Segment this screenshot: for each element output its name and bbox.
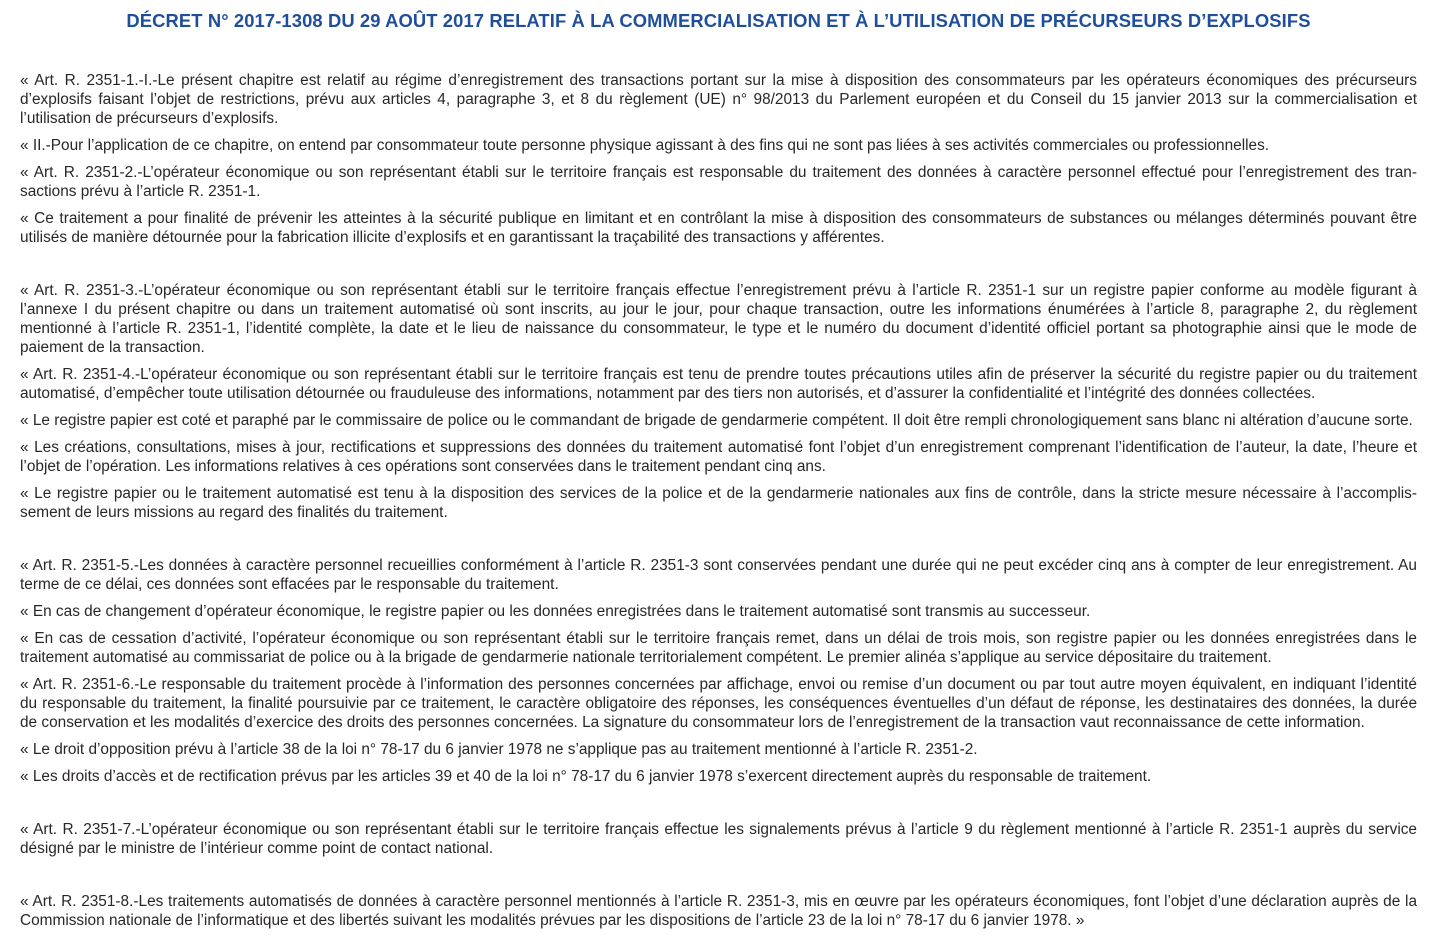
paragraph-art-2351-6-rights: « Les droits d’accès et de rectification prévus par les articles 39 et 40 de la loi n° 78-17 du 6 janvier 1978 s’exercent directement auprès du responsable de traitement. [20, 768, 1152, 785]
paragraph-art-2351-4: « Art. R. 2351-4.-L’opérateur économique ou son représentant établi sur le territoire français est tenu de prendre toutes précautions utiles afin de préserver la sécurité du registre papier ou du traitement automatisé, d’empêcher toute utilisation détournée ou frauduleuse des informations, notamment par des tiers non autorisés, et d’assurer la confidentialité et l’intégrité des données collectées. [20, 366, 1417, 402]
page-title: DÉCRET N° 2017-1308 DU 29 AOÛT 2017 RELATIF À LA COMMERCIALISATION ET À L’UTILISATION DE PRÉCURSEURS D’EXPLOSIFS [126, 10, 1311, 31]
paragraph-art-2351-5-successor: « En cas de changement d’opérateur économique, le registre papier ou les données enregistrées dans le traitement automatisé sont transmis au successeur. [20, 603, 1091, 620]
paragraph-art-2351-6: « Art. R. 2351-6.-Le responsable du traitement procède à l’information des personnes concernées par affichage, envoi ou remise d’un document ou par tout autre moyen équivalent, en indiquant l’identité du responsable du traitement, la finalité poursuivie par ce traitement, le caractère obligatoire des réponses, les conséquences éventuelles d’un défaut de réponse, les destinataires des données, la durée de conservation et les modalités d’exercice des droits des personnes concernées. La signature du consommateur lors de l’enregistrement de la transaction vaut reconnaissance de cette information. [20, 676, 1417, 731]
paragraph-art-2351-1-i: « Art. R. 2351-1.-I.-Le présent chapitre est relatif au régime d’enregistrement des transactions portant sur la mise à disposition des consommateurs par les opérateurs économiques des précurseurs d’explosifs faisant l’objet de restrictions, prévu aux articles 4, paragraphe 3, et 8 du règlement (UE) n° 98/2013 du Parlement européen et du Conseil du 15 janvier 2013 sur la commercialisation et l’utilisation de précurseurs d’explosifs. [20, 72, 1417, 127]
paragraph-art-2351-5: « Art. R. 2351-5.-Les données à caractère personnel recueillies conformément à l’article R. 2351-3 sont conservées pendant une durée qui ne peut excéder cinq ans à compter de leur enregistrement. Au terme de ce délai, ces données sont effacées par le responsable du traitement. [20, 557, 1417, 593]
paragraph-art-2351-8: « Art. R. 2351-8.-Les traitements automatisés de données à caractère personnel mentionnés à l’article R. 2351-3, mis en œuvre par les opérateurs économiques, font l’objet d’une déclaration auprès de la Commission nationale de l’informatique et des libertés suivant les modalités prévues par les dispositions de l’article 23 de la loi n° 78-17 du 6 janvier 1978. » [20, 893, 1417, 929]
paragraph-art-2351-1-ii: « II.-Pour l’application de ce chapitre, on entend par consommateur toute personne physique agissant à des fins qui ne sont pas liées à ses activités commerciales ou professionnelles. [20, 137, 1270, 154]
paragraph-art-2351-3: « Art. R. 2351-3.-L’opérateur économique ou son représentant établi sur le territoire français effectue l’enregistrement prévu à l’article R. 2351-1 sur un registre papier conforme au modèle figurant à l’annexe I du présent chapitre ou dans un traitement automatisé où sont inscrits, au jour le jour, pour chaque transaction, outre les informations énumérées à l’article 8, paragraphe 2, du règlement mentionné à l’article R. 2351-1, l’identité complète, la date et le lieu de naissance du consommateur, le type et le numéro du document d’identité officiel portant sa photographie ainsi que le mode de paiement de la transaction. [20, 282, 1417, 356]
paragraph-art-2351-4-register: « Le registre papier est coté et paraphé par le commissaire de police ou le commandant de brigade de gendarmerie compétent. Il doit être rempli chronologiquement sans blanc ni altération d’aucune sorte. [20, 412, 1413, 429]
paragraph-art-2351-4-logging: « Les créations, consultations, mises à jour, rectifications et suppressions des données du traitement automatisé font l’objet d’un enregistrement comprenant l’identification de l’auteur, la date, l’heure et l’objet de l’opération. Les informations relatives à ces opérations sont conservées dans le traitement pendant cinq ans. [20, 439, 1417, 475]
decree-body [20, 71, 1417, 930]
paragraph-art-2351-7: « Art. R. 2351-7.-L’opérateur économique ou son représentant établi sur le territoire français effectue les signalements prévus à l’article 9 du règlement mentionné à l’article R. 2351-1 auprès du service désigné par le ministre de l’intérieur comme point de contact national. [20, 821, 1417, 857]
paragraph-art-2351-4-access: « Le registre papier ou le traitement automatisé est tenu à la disposition des services de la police et de la gendarmerie nationales aux fins de contrôle, dans la stricte mesure nécessaire à l’accomplissement de leurs missions au regard des finalités du traitement. [20, 485, 1417, 521]
paragraph-art-2351-6-opposition: « Le droit d’opposition prévu à l’article 38 de la loi n° 78-17 du 6 janvier 1978 ne s’applique pas au traitement mentionné à l’article R. 2351-2. [20, 741, 978, 758]
paragraph-art-2351-5-cessation: « En cas de cessation d’activité, l’opérateur économique ou son représentant établi sur le territoire français remet, dans un délai de trois mois, son registre papier ou les données enregistrées dans le traitement automatisé au commissariat de police ou à la brigade de gendarmerie nationale territorialement compétent. Le premier alinéa s’applique au service dépositaire du traitement. [20, 630, 1417, 666]
paragraph-art-2351-2: « Art. R. 2351-2.-L’opérateur économique ou son représentant établi sur le territoire français est responsable du traitement des données à caractère personnel effectué pour l’enregistrement des transactions prévu à l’article R. 2351-1. [20, 164, 1417, 200]
paragraph-art-2351-2-purpose: « Ce traitement a pour finalité de prévenir les atteintes à la sécurité publique en limitant et en contrôlant la mise à disposition des consommateurs de substances ou mélanges déterminés pouvant être utilisés de manière détournée pour la fabrication illicite d’explosifs et en garantissant la traçabilité des transactions y afférentes. [20, 210, 1417, 246]
